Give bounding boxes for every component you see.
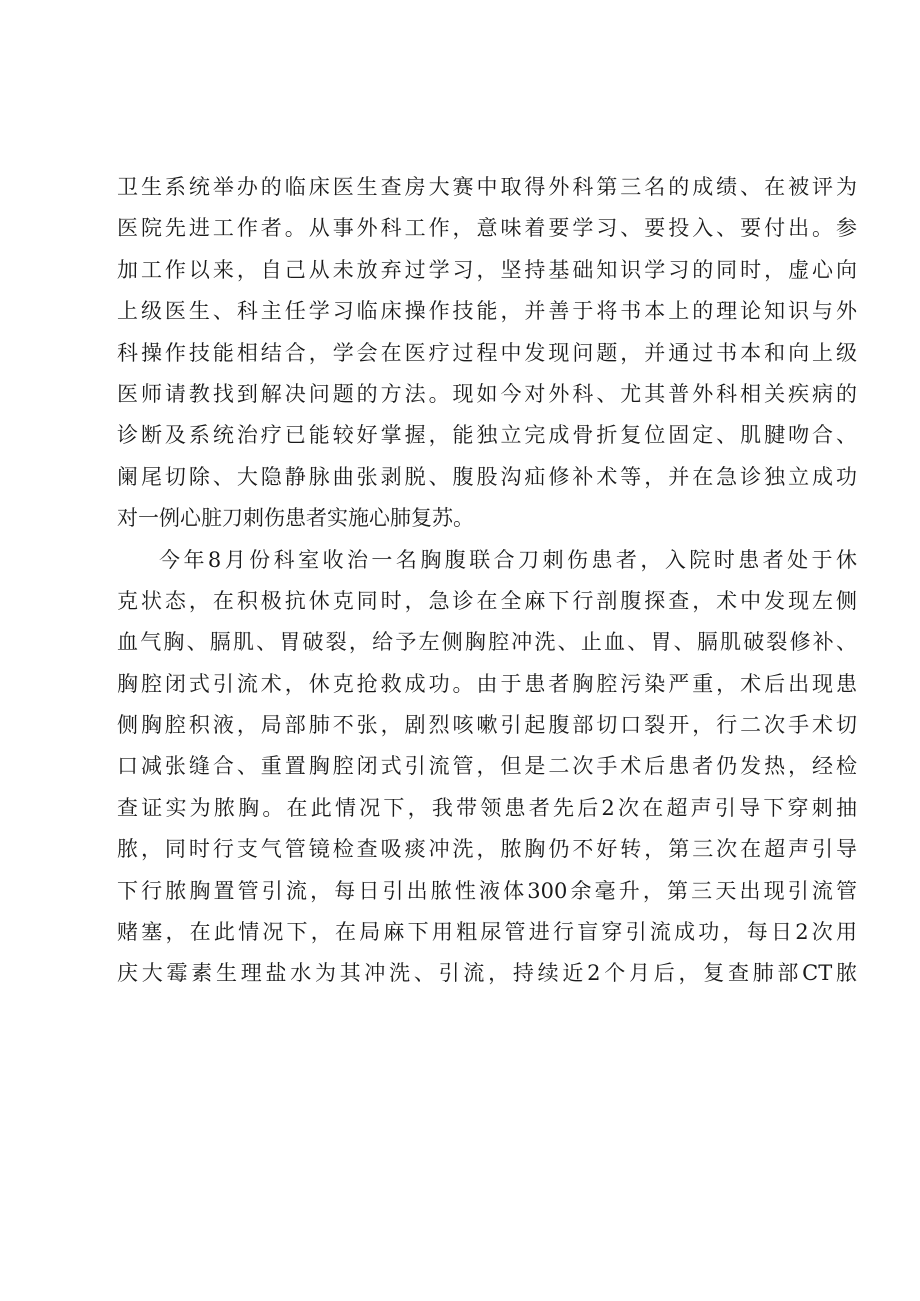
text-line: 克状态，在积极抗休克同时，急诊在全麻下行剖腹探查，术中发现左侧 xyxy=(117,588,857,613)
text-line: 诊断及系统治疗已能较好掌握，能独立完成骨折复位固定、肌腱吻合、 xyxy=(117,423,857,448)
text-line: 庆大霉素生理盐水为其冲洗、引流，持续近2个月后，复查肺部CT脓 xyxy=(117,961,857,986)
text-line: 阑尾切除、大隐静脉曲张剥脱、腹股沟疝修补术等，并在急诊独立成功 xyxy=(117,464,857,489)
text-line: 口减张缝合、重置胸腔闭式引流管，但是二次手术后患者仍发热，经检 xyxy=(117,754,857,779)
text-line: 加工作以来，自己从未放弃过学习，坚持基础知识学习的同时，虚心向 xyxy=(117,257,857,282)
text-line: 对一例心脏刀刺伤患者实施心肺复苏。 xyxy=(117,506,474,531)
text-line: 科操作技能相结合，学会在医疗过程中发现问题，并通过书本和向上级 xyxy=(117,340,857,365)
text-line: 医师请教找到解决问题的方法。现如今对外科、尤其普外科相关疾病的 xyxy=(117,381,857,406)
text-line: 医院先进工作者。从事外科工作，意味着要学习、要投入、要付出。参 xyxy=(117,216,857,241)
text-line: 今年8月份科室收治一名胸腹联合刀刺伤患者，入院时患者处于休 xyxy=(159,547,857,572)
paragraph-2 xyxy=(117,540,857,995)
text-line: 查证实为脓胸。在此情况下，我带领患者先后2次在超声引导下穿刺抽 xyxy=(117,795,857,820)
paragraph-1 xyxy=(117,167,857,540)
text-line: 胸腔闭式引流术，休克抢救成功。由于患者胸腔污染严重，术后出现患 xyxy=(117,671,857,696)
text-line: 卫生系统举办的临床医生查房大赛中取得外科第三名的成绩、在被评为 xyxy=(117,175,857,199)
body-text xyxy=(117,167,857,995)
text-line: 侧胸腔积液，局部肺不张，剧烈咳嗽引起腹部切口裂开，行二次手术切 xyxy=(117,713,857,738)
text-line: 赌塞，在此情况下，在局麻下用粗尿管进行盲穿引流成功，每日2次用 xyxy=(117,920,857,945)
text-line: 血气胸、膈肌、胃破裂，给予左侧胸腔冲洗、止血、胃、膈肌破裂修补、 xyxy=(117,630,857,655)
text-line: 上级医生、科主任学习临床操作技能，并善于将书本上的理论知识与外 xyxy=(117,299,857,324)
text-line: 脓，同时行支气管镜检查吸痰冲洗，脓胸仍不好转，第三次在超声引导 xyxy=(117,837,857,862)
text-line: 下行脓胸置管引流，每日引出脓性液体300余毫升，第三天出现引流管 xyxy=(117,878,857,903)
